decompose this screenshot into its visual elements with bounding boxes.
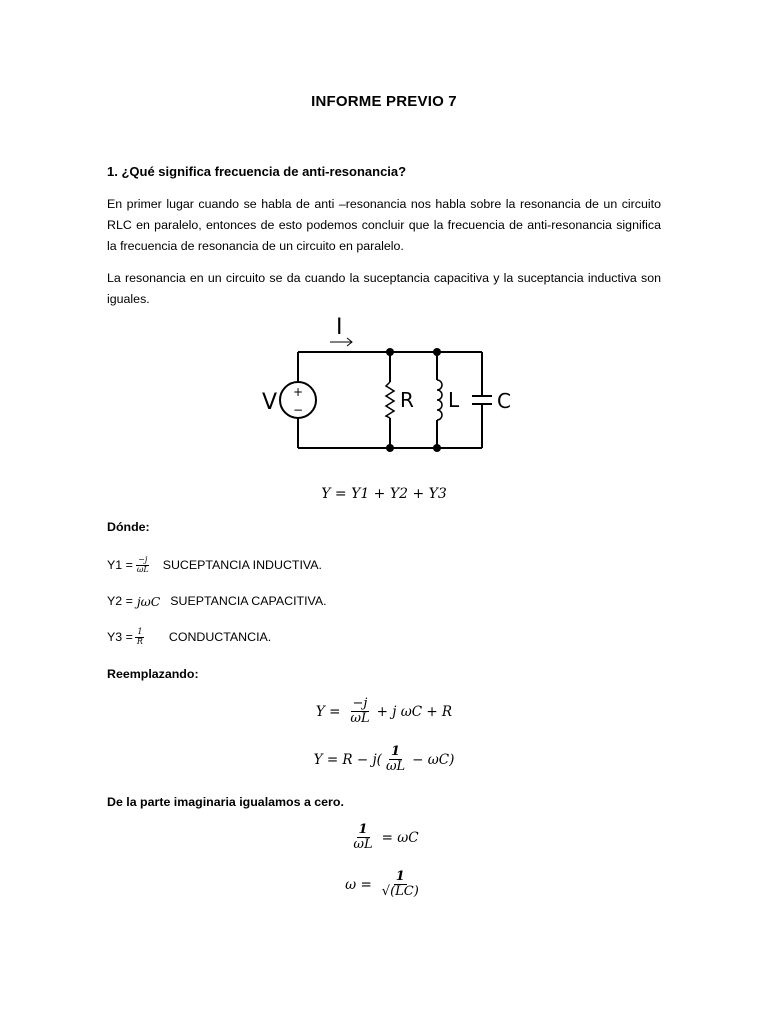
eq1-numerator: −j <box>352 696 368 711</box>
capacitor-label: C <box>497 389 511 413</box>
eq3-numerator: 1 <box>358 822 368 837</box>
paragraph-intro: En primer lugar cuando se habla de anti –resonancia nos habla sobre la resonancia de un circuito RLC en paralelo, entonces de esto podemos concluir que la frecuencia de anti-resonancia significa la frecuencia de resonancia de un circuito en paralelo. <box>107 197 661 253</box>
resistor-icon <box>386 382 394 418</box>
node-dot <box>433 348 441 356</box>
inductor-icon <box>437 380 442 420</box>
y2-description: SUEPTANCIA CAPACITIVA. <box>170 594 327 608</box>
equation-admittance-sum: Y = Y1 + Y2 + Y3 <box>321 486 447 502</box>
paragraph-resonance: La resonancia en un circuito se da cuando la suceptancia capacitiva y la suceptancia inductiva son iguales. <box>107 271 661 306</box>
equation-resonant-frequency <box>0 870 768 900</box>
resistor-label: R <box>400 388 414 412</box>
y3-fraction <box>135 628 145 647</box>
y1-numerator: −j <box>138 554 148 564</box>
y3-denominator: R <box>136 636 143 646</box>
source-minus: − <box>293 403 304 417</box>
eq3-rest: = ωC <box>381 829 419 846</box>
definition-y2 <box>107 589 327 613</box>
equation-imaginary-zero <box>0 823 768 853</box>
y3-lhs: Y3 = <box>107 630 133 644</box>
source-plus: + <box>293 385 304 399</box>
equation-substituted <box>0 697 768 727</box>
donde-label: Dónde: <box>107 520 150 534</box>
eq2-rest: − ωC) <box>412 751 455 768</box>
node-dot <box>433 444 441 452</box>
node-dot <box>386 444 394 452</box>
y3-description: CONDUCTANCIA. <box>168 630 272 644</box>
definition-y1 <box>107 553 322 577</box>
capacitor-icon <box>472 396 492 404</box>
source-label: V <box>262 390 278 415</box>
question-heading: 1. ¿Qué significa frecuencia de anti-resonancia? <box>107 164 407 179</box>
equation-rearranged <box>0 745 768 775</box>
y2-lhs: Y2 = <box>107 594 133 608</box>
y2-expression: jωC <box>136 593 161 609</box>
eq4-numerator: 1 <box>395 869 405 884</box>
page-title: INFORME PREVIO 7 <box>311 93 457 110</box>
node-dot <box>386 348 394 356</box>
eq2-numerator: 1 <box>391 744 401 759</box>
reemplazando-label: Reemplazando: <box>107 667 199 681</box>
eq2-fraction <box>384 745 407 775</box>
y1-fraction <box>135 556 151 575</box>
eq3-fraction <box>351 823 374 853</box>
y1-description: SUCEPTANCIA INDUCTIVA. <box>162 558 322 572</box>
eq1-denominator: ωL <box>350 711 370 727</box>
y3-numerator: 1 <box>137 626 143 636</box>
eq1-fraction <box>348 697 371 727</box>
eq4-fraction <box>380 870 421 900</box>
eq2-lhs: Y = R − j( <box>313 751 382 768</box>
definition-y3 <box>107 625 271 649</box>
eq1-rest: + j ωC + R <box>376 703 453 720</box>
eq4-denominator: √(LC) <box>381 884 419 900</box>
eq2-denominator: ωL <box>385 759 406 775</box>
eq4-lhs: ω = <box>345 876 372 893</box>
rlc-parallel-circuit <box>250 310 530 460</box>
imaginaria-label: De la parte imaginaria igualamos a cero. <box>107 795 344 809</box>
eq1-lhs: Y = <box>315 703 341 720</box>
y1-lhs: Y1 = <box>107 558 133 572</box>
current-label: I <box>336 315 343 340</box>
eq3-denominator: ωL <box>353 837 373 853</box>
inductor-label: L <box>448 388 460 412</box>
y1-denominator: ωL <box>136 564 149 574</box>
